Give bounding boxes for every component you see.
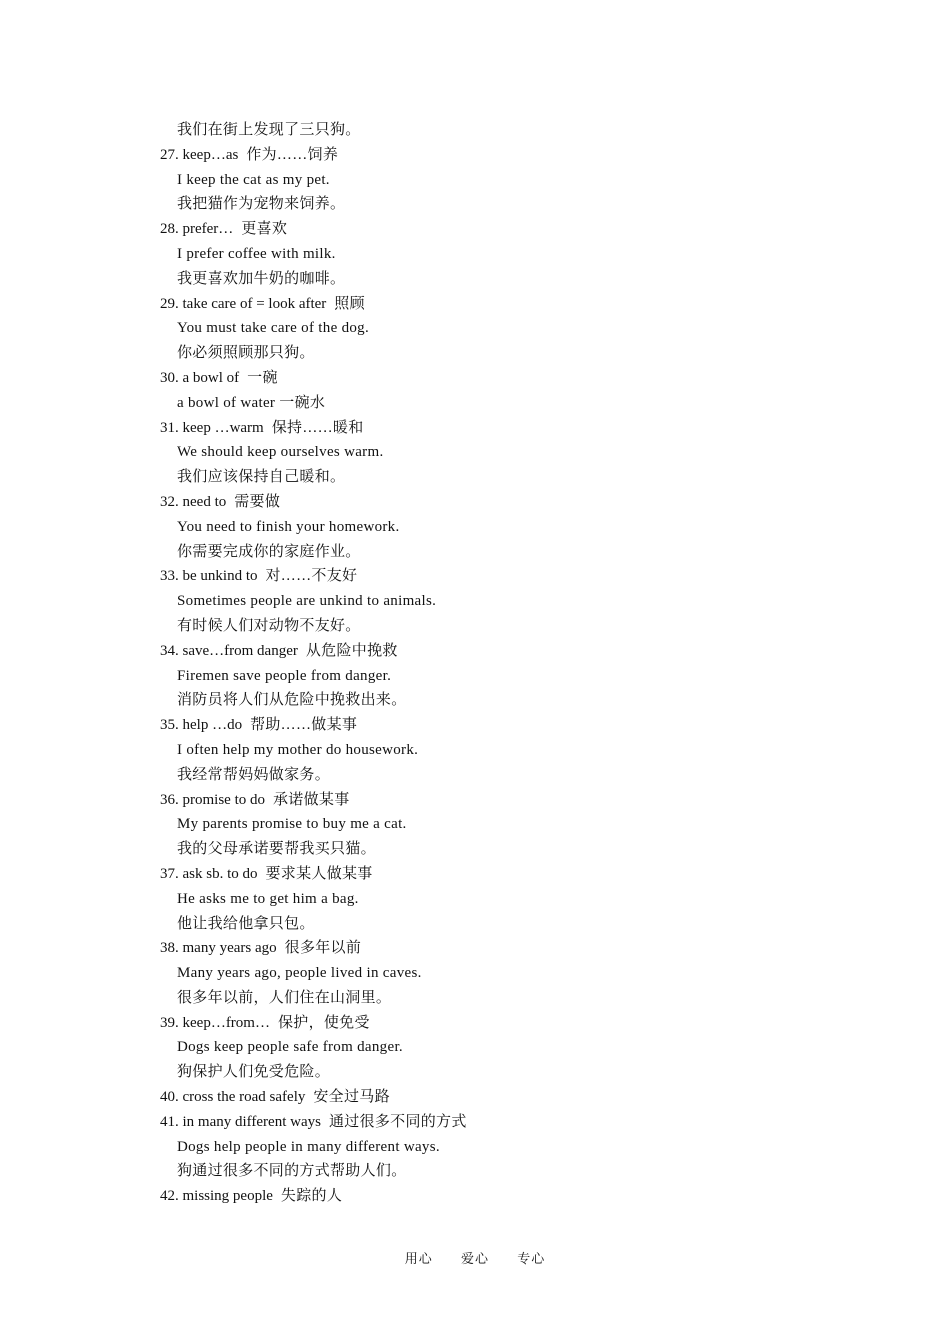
entry-number: 39. — [160, 1014, 179, 1031]
entry-number: 30. — [160, 369, 179, 386]
entry-number: 40. — [160, 1089, 179, 1106]
example-line: I often help my mother do housework. — [177, 741, 419, 758]
entry-translation: 保护，使免受 — [277, 1014, 370, 1031]
example-line: My parents promise to buy me a cat. — [177, 816, 407, 833]
entry-phrase: in many different ways — [182, 1113, 321, 1130]
phrase-entry — [160, 713, 800, 738]
example-line: 狗通过很多不同的方式帮助人们。 — [177, 1163, 407, 1180]
entry-phrase: missing people — [182, 1188, 273, 1205]
entry-phrase: prefer… — [182, 221, 234, 238]
example-line: 我的父母承诺要帮我买只猫。 — [177, 841, 376, 858]
footer-word: 专心 — [517, 1251, 546, 1266]
example-line: He asks me to get him a bag. — [177, 890, 359, 907]
phrase-entry — [160, 862, 800, 887]
entry-translation: 承诺做某事 — [273, 791, 350, 808]
example-line: 他让我给他拿只包。 — [177, 915, 315, 932]
example-line: 消防员将人们从危险中挽救出来。 — [177, 692, 407, 709]
phrase-list — [160, 118, 800, 1209]
example-line: 狗保护人们免受危险。 — [177, 1064, 331, 1081]
entry-translation: 安全过马路 — [313, 1089, 390, 1106]
footer-word: 用心 — [404, 1251, 433, 1266]
entry-translation: 需要做 — [234, 493, 281, 510]
entry-number: 38. — [160, 940, 179, 957]
entry-phrase: many years ago — [182, 940, 277, 957]
entry-translation: 很多年以前 — [284, 940, 362, 957]
entry-phrase: save…from danger — [182, 642, 298, 659]
example-line: 我们应该保持自己暖和。 — [177, 469, 346, 486]
entry-phrase: be unkind to — [182, 568, 258, 585]
example-line: Many years ago, people lived in caves. — [177, 965, 422, 982]
footer-word: 爱心 — [460, 1251, 489, 1266]
phrase-entry — [160, 639, 800, 664]
entry-phrase: ask sb. to do — [182, 865, 258, 882]
entry-translation: 通过很多不同的方式 — [328, 1113, 467, 1130]
phrase-entry — [160, 490, 800, 515]
entry-phrase: keep…from… — [182, 1014, 270, 1031]
entry-number: 41. — [160, 1113, 179, 1130]
example-line: 我把猫作为宠物来饲养。 — [177, 196, 346, 213]
example-line: Sometimes people are unkind to animals. — [177, 593, 437, 610]
example-line: Dogs keep people safe from danger. — [177, 1039, 403, 1056]
example-line: 有时候人们对动物不友好。 — [177, 617, 361, 634]
example-line: 我们在街上发现了三只狗。 — [177, 122, 361, 138]
phrase-entry — [160, 788, 800, 813]
entry-number: 36. — [160, 791, 179, 808]
entry-number: 42. — [160, 1188, 179, 1205]
entry-number: 27. — [160, 146, 179, 163]
entry-translation: 保持……暖和 — [271, 419, 364, 436]
entry-translation: 要求某人做某事 — [265, 865, 373, 882]
entry-number: 35. — [160, 717, 179, 734]
page-footer — [0, 1248, 950, 1267]
phrase-entry — [160, 936, 800, 961]
example-line: I prefer coffee with milk. — [177, 245, 336, 262]
entry-translation: 更喜欢 — [241, 221, 288, 238]
entry-translation: 照顾 — [334, 295, 365, 312]
entry-translation: 从危险中挽救 — [305, 642, 398, 659]
entry-phrase: help …do — [182, 717, 243, 734]
entry-phrase: take care of = look after — [182, 295, 327, 312]
example-line: 我经常帮妈妈做家务。 — [177, 766, 331, 783]
phrase-entry — [160, 1011, 800, 1036]
example-line: 很多年以前，人们住在山洞里。 — [177, 989, 392, 1006]
example-line: Firemen save people from danger. — [177, 667, 392, 684]
entry-phrase: keep …warm — [182, 419, 264, 436]
entry-translation: 作为……饲养 — [246, 146, 339, 163]
phrase-entry — [160, 1085, 800, 1110]
entry-number: 32. — [160, 493, 179, 510]
example-line: 你需要完成你的家庭作业。 — [177, 543, 361, 560]
entry-number: 37. — [160, 865, 179, 882]
example-line: 你必须照顾那只狗。 — [177, 345, 315, 362]
example-line: You must take care of the dog. — [177, 320, 370, 337]
example-line: a bowl of water 一碗水 — [177, 394, 326, 411]
phrase-entry — [160, 143, 800, 168]
entry-number: 31. — [160, 419, 179, 436]
entry-translation: 帮助……做某事 — [250, 717, 358, 734]
entry-translation: 一碗 — [247, 369, 278, 386]
phrase-entry — [160, 564, 800, 589]
phrase-entry — [160, 416, 800, 441]
entry-translation: 失踪的人 — [280, 1188, 343, 1205]
entry-number: 34. — [160, 642, 179, 659]
entry-number: 33. — [160, 568, 179, 585]
phrase-entry — [160, 366, 800, 391]
entry-phrase: promise to do — [182, 791, 265, 808]
example-line: You need to finish your homework. — [177, 518, 400, 535]
entry-number: 29. — [160, 295, 179, 312]
example-line: 我更喜欢加牛奶的咖啡。 — [177, 270, 346, 287]
example-line: We should keep ourselves warm. — [177, 444, 384, 461]
example-line: Dogs help people in many different ways. — [177, 1138, 440, 1155]
phrase-entry — [160, 292, 800, 317]
entry-number: 28. — [160, 221, 179, 238]
entry-phrase: cross the road safely — [182, 1089, 306, 1106]
phrase-entry — [160, 1184, 800, 1209]
entry-phrase: a bowl of — [182, 369, 240, 386]
example-line: I keep the cat as my pet. — [177, 171, 330, 188]
entry-phrase: keep…as — [182, 146, 239, 163]
entry-translation: 对……不友好 — [265, 568, 358, 585]
phrase-entry — [160, 1110, 800, 1135]
entry-phrase: need to — [182, 493, 227, 510]
phrase-entry — [160, 217, 800, 242]
